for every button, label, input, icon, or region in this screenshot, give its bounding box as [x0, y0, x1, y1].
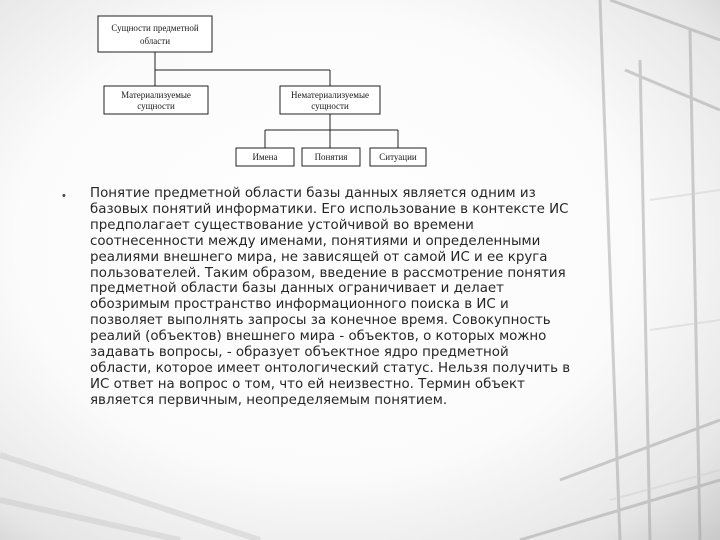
node-situations-label: Ситуации — [379, 152, 417, 162]
node-nonmaterial-label-1: Нематериализуемые — [291, 90, 369, 100]
bullet-marker: • — [62, 190, 66, 202]
node-material-label-2: сущности — [137, 101, 175, 111]
node-material-label-1: Материализуемые — [121, 90, 191, 100]
node-names-label: Имена — [252, 152, 278, 162]
node-root-box — [98, 16, 212, 52]
node-concepts-label: Понятия — [314, 152, 348, 162]
node-root-label-1: Сущности предметной — [111, 23, 199, 33]
node-root-label-2: области — [139, 36, 171, 46]
body-paragraph: Понятие предметной области базы данных является одним из базовых понятий информатики. Его использование в контексте ИС предполагает существование устойчивой во времени соотнесенности между именами, понятиями и определенными реалиями внешнего мира, не зависящей от самой ИС и ее круга пользователей. Таким образом, введение в рассмотрение понятия предметной области базы данных ограничивает и делает обозримым пространство информационного поиска в ИС и позволяет выполнять запросы за конечное время. Совокупность реалий (объектов) внешнего мира - объектов, о которых можно задавать вопросы, - образует объектное ядро предметной области, которое имеет онтологический статус. Нельзя получить в ИС ответ на вопрос о том, что ей неизвестно. Термин объект является первичным, неопределяемым понятием. — [90, 186, 571, 408]
node-nonmaterial-label-2: сущности — [311, 101, 349, 111]
